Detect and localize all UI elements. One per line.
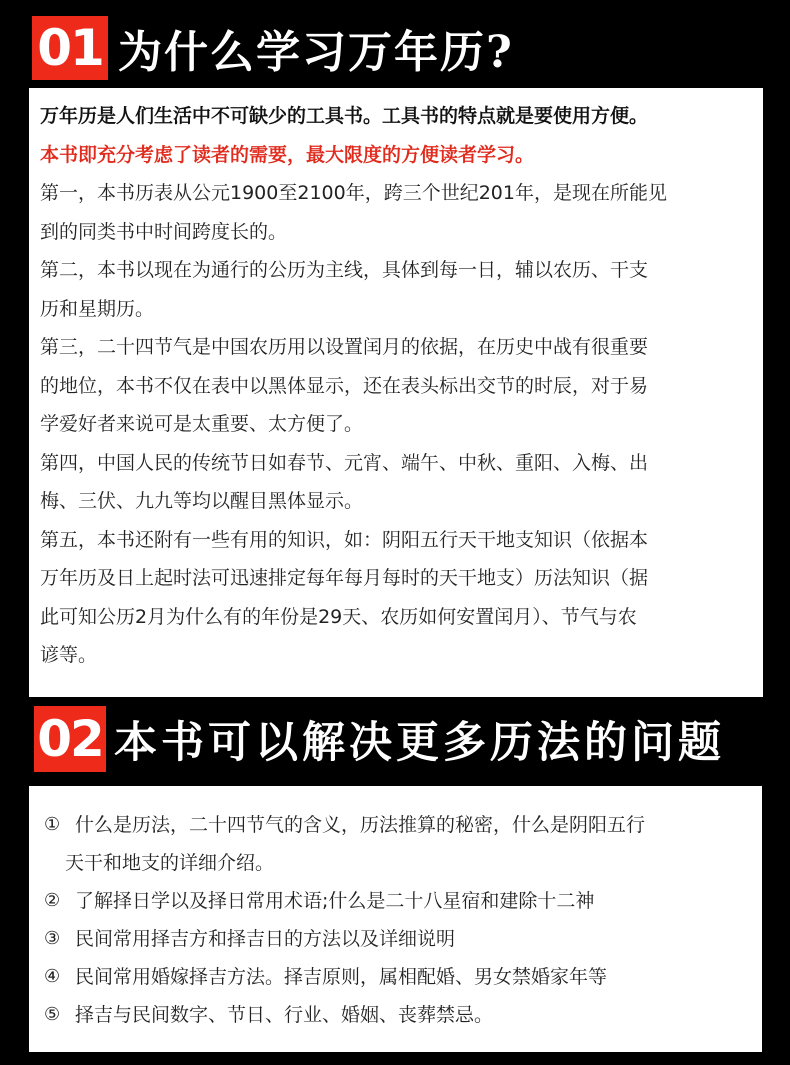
- body-line: 第二，本书以现在为通行的公历为主线，具体到每一日，辅以农历、干支: [40, 259, 649, 281]
- list-item: [44, 882, 762, 920]
- body-line: 梅、三伏、九九等均以醒目黑体显示。: [40, 490, 364, 512]
- section-1-content-panel: [29, 88, 763, 697]
- intro-bold-text: 万年历是人们生活中不可缺少的工具书。工具书的特点就是要使用方便。: [40, 105, 649, 127]
- list-marker: ②: [44, 890, 61, 911]
- body-line: 的地位，本书不仅在表中以黑体显示，还在表头标出交节的时辰，对于易: [40, 374, 649, 397]
- body-line: 第四，中国人民的传统节日如春节、元宵、端午、中秋、重阳、入梅、出: [40, 451, 649, 474]
- body-line: 此可知公历2月为什么有的年份是29天、农历如何安置闰月）、节气与农: [40, 605, 637, 628]
- body-line: 第五，本书还附有一些有用的知识，如：阴阳五行天干地支知识（依据本: [40, 528, 649, 551]
- section-2-header: [0, 706, 725, 772]
- list-marker: ①: [44, 814, 61, 835]
- list-item: [44, 958, 762, 996]
- section-2-number-badge: 02: [34, 706, 106, 772]
- section-1-header: [0, 16, 514, 80]
- list-item-text: 民间常用择吉方和择吉日的方法以及详细说明: [75, 928, 456, 950]
- list-item-text: 民间常用婚嫁择吉方法。择吉原则，属相配婚、男女禁婚家年等: [75, 966, 608, 988]
- list-marker: ③: [44, 928, 61, 949]
- section-1-title: 为什么学习万年历?: [118, 27, 514, 78]
- list-item: [44, 996, 762, 1034]
- list-item: [44, 920, 762, 958]
- body-line: 第三，二十四节气是中国农历用以设置闰月的依据，在历史中战有很重要: [40, 336, 649, 358]
- list-item-text: 了解择日学以及择日常用术语;什么是二十八星宿和建除十二神: [75, 890, 595, 912]
- body-line: 历和星期历。: [40, 297, 155, 320]
- body-line: 万年历及日上起时法可迅速排定每年每月每时的天干地支）历法知识（据: [40, 567, 649, 589]
- list-item-text: 什么是历法，二十四节气的含义，历法推算的秘密，什么是阴阳五行: [75, 814, 646, 836]
- list-item-continuation: [44, 844, 762, 882]
- list-marker: ④: [44, 966, 61, 987]
- intro-red-text: 本书即充分考虑了读者的需要，最大限度的方便读者学习。: [40, 143, 535, 166]
- body-line: 谚等。: [40, 644, 98, 666]
- section-2-content-panel: [29, 786, 762, 1052]
- list-item: [44, 806, 762, 844]
- list-item-text: 择吉与民间数字、节日、行业、婚姻、丧葬禁忌。: [75, 1004, 494, 1026]
- body-line: 到的同类书中时间跨度长的。: [40, 220, 288, 243]
- body-line: 第一，本书历表从公元1900至2100年，跨三个世纪201年，是现在所能见: [40, 182, 667, 204]
- body-line: 学爱好者来说可是太重要、太方便了。: [40, 413, 364, 435]
- section-1-number-badge: 01: [32, 16, 108, 80]
- section-2-title: 本书可以解决更多历法的问题: [114, 717, 725, 768]
- list-marker: ⑤: [44, 1004, 61, 1025]
- list-item-text: 天干和地支的详细介绍。: [65, 852, 275, 874]
